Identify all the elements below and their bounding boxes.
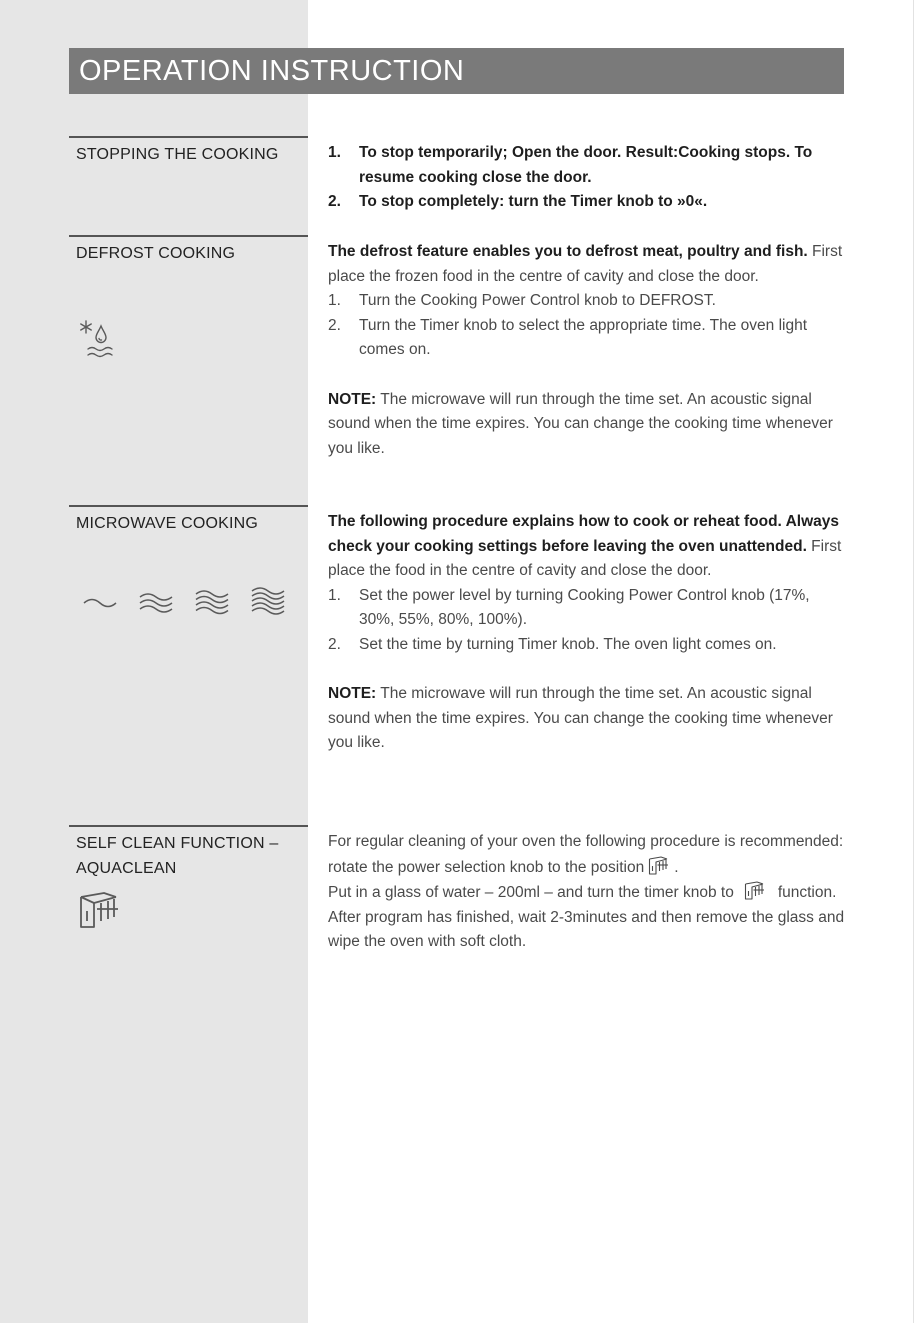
instruction-text: function. After program has finished, wait 2-3minutes and then remove the glass and wipe the oven with soft cloth.: [328, 884, 845, 951]
section-divider: [69, 505, 308, 507]
note-label: NOTE:: [328, 685, 377, 703]
section-content: [328, 830, 848, 955]
power-level-1-icon: [82, 587, 118, 617]
section-label: SELF CLEAN FUNCTION – AQUACLEAN: [76, 835, 279, 877]
list-number: 1.: [328, 586, 341, 604]
list-number: 1.: [328, 292, 341, 310]
instruction-text: Put in a glass of water – 200ml – and turn the timer knob to: [328, 884, 734, 902]
intro-bold: The following procedure explains how to cook or reheat food. Always check your cooking settings before leaving the oven unattended.: [328, 513, 839, 555]
list-text: To stop completely: turn the Timer knob to »0«.: [359, 193, 708, 211]
list-item: [328, 289, 848, 314]
note-paragraph: [328, 682, 848, 756]
note-paragraph: [328, 388, 848, 462]
section-label: DEFROST COOKING: [76, 245, 236, 262]
section-content: [328, 240, 848, 461]
note-label: NOTE:: [328, 390, 377, 408]
section-content: [328, 510, 848, 756]
aquaclean-icon: [78, 891, 122, 931]
list-text: Turn the Timer knob to select the appropriate time. The oven light comes on.: [359, 316, 808, 359]
aquaclean-inline-icon: [648, 855, 670, 877]
list-item: [328, 141, 848, 190]
intro-text: First place the frozen food in the centre of cavity and close the door.: [328, 243, 843, 285]
list-item: [328, 584, 848, 633]
section-divider: [69, 825, 308, 827]
list-text: Set the time by turning Timer knob. The oven light comes on.: [359, 635, 777, 653]
page-title: OPERATION INSTRUCTION: [69, 48, 844, 94]
intro-text: First place the food in the centre of cavity and close the door.: [328, 537, 842, 580]
list-number: 1.: [328, 144, 341, 161]
instruction-paragraph: [328, 880, 848, 955]
intro-paragraph: [328, 240, 848, 289]
list-number: 2.: [328, 316, 341, 334]
aquaclean-inline-icon: [744, 880, 766, 902]
list-text: Set the power level by turning Cooking Power Control knob (17%, 30%, 55%, 80%, 100%).: [359, 586, 810, 629]
note-text: The microwave will run through the time set. An acoustic signal sound when the time expires. You can change the cooking time whenever you like.: [328, 685, 833, 752]
power-level-3-icon: [194, 587, 230, 617]
list-number: 2.: [328, 635, 341, 653]
list-number: 2.: [328, 193, 341, 211]
list-text: To stop temporarily; Open the door. Result:Cooking stops. To resume cooking close the door.: [359, 144, 813, 186]
power-level-4-icon: [250, 585, 286, 619]
instruction-paragraph: [328, 830, 848, 880]
intro-paragraph: [328, 510, 848, 584]
list-item: [328, 190, 848, 215]
section-label: MICROWAVE COOKING: [76, 515, 259, 532]
section-divider: [69, 136, 308, 138]
defrost-icon: [80, 319, 116, 361]
power-level-2-icon: [138, 587, 174, 617]
section-content: [328, 141, 848, 215]
section-divider: [69, 235, 308, 237]
list-text: Turn the Cooking Power Control knob to DEFROST.: [359, 292, 716, 310]
note-text: The microwave will run through the time set. An acoustic signal sound when the time expires. You can change the cooking time whenever you like.: [328, 390, 833, 457]
instruction-text: For regular cleaning of your oven the following procedure is recommended: rotate the power selection knob to the position: [328, 833, 844, 876]
instruction-text: .: [674, 858, 679, 876]
section-label: STOPPING THE COOKING: [76, 146, 279, 163]
list-item: [328, 314, 848, 363]
intro-bold: The defrost feature enables you to defrost meat, poultry and fish.: [328, 243, 808, 260]
list-item: [328, 633, 848, 658]
sidebar-background: [0, 0, 308, 1323]
